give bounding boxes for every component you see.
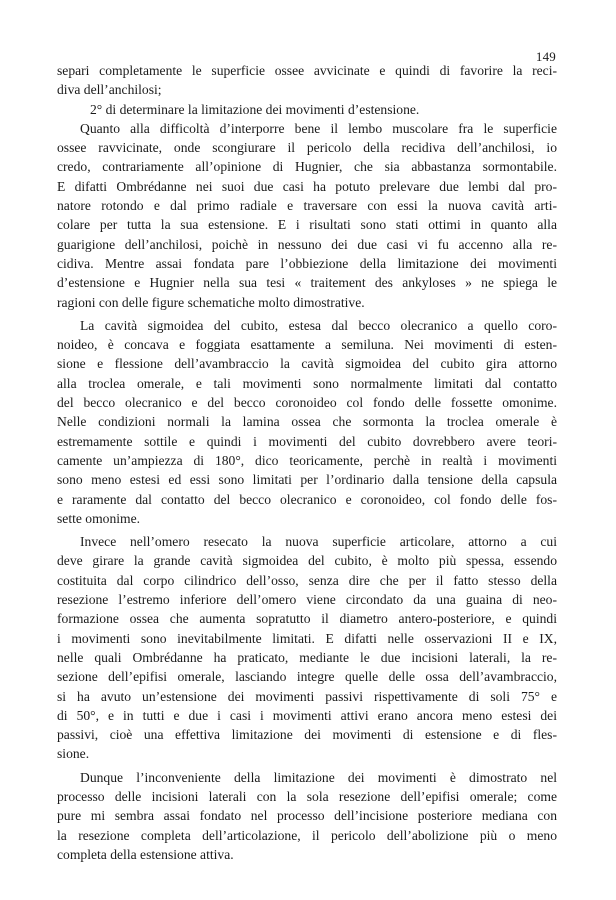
text-line: credo, contrariamente all’opinione di Hugnier, che sia abbastanza sormontabile. [57, 159, 557, 175]
text-line: 2° di determinare la limitazione dei movimenti d’estensione. [90, 101, 420, 117]
text-line: resezione l’estremo inferiore dell’omero viene circondato da una guaina di neo- [57, 592, 557, 608]
text-line: Dunque l’inconveniente della limitazione dei movimenti è dimostrato nel [80, 769, 557, 785]
text-line: diva dell’anchilosi; [57, 82, 162, 98]
text-line: sione. [57, 746, 90, 762]
text-line: pure mi sembra assai fondato nel processo dell’incisione posteriore mediana con [57, 808, 557, 824]
text-line: si ha avuto un’estensione dei movimenti passivi rispettivamente di soli 75° e [57, 688, 557, 704]
text-line: e raramente dal contatto del becco olecranico e coronoideo, col fondo delle fos- [57, 491, 557, 507]
text-line: colare per tutta la sua estensione. E i risultati sono stati ottimi in quanto alla [57, 217, 557, 233]
text-line: alla troclea omerale, e tali movimenti sono normalmente limitati dal contatto [57, 375, 557, 391]
text-line: ossee ravvicinate, onde scongiurare il pericolo della recidiva dell’anchilosi, io [57, 140, 557, 156]
text-line: Invece nell’omero resecato la nuova superficie articolare, attorno a cui [80, 534, 557, 550]
text-line: processo delle incisioni laterali con la sola resezione dell’epifisi omerale; come [57, 788, 557, 804]
text-line: natore rotondo e dal primo radiale e traversare con essi la nuova cavità arti- [57, 198, 557, 214]
text-line: La cavità sigmoidea del cubito, estesa dal becco olecranico a quello coro- [80, 317, 557, 333]
text-line: sezione dell’epifisi omerale, lasciando integre quelle delle ossa dell’avambraccio, [57, 669, 557, 685]
paragraph [57, 768, 557, 864]
text-line: Nelle condizioni normali la lamina ossea che sormonta la troclea omerale è [57, 414, 557, 430]
body-text [57, 61, 557, 864]
paragraph-continuation [57, 61, 557, 100]
text-line: sione e flessione dell’avambraccio la cavità sigmoidea del cubito gira attorno [57, 356, 557, 372]
text-line: guarigione dell’anchilosi, poichè in nessuno dei due casi vi fu accenno alla re- [57, 236, 557, 252]
text-line: estremamente sottile e quindi i movimenti del cubito dovrebbero avere teori- [57, 433, 557, 449]
text-line: ragioni con delle figure schematiche molto dimostrative. [57, 294, 365, 310]
text-line: sette omonime. [57, 510, 141, 526]
paragraph [57, 119, 557, 312]
text-line: d’estensione e Hugnier nella sua tesi « traitement des ankyloses » ne spiega le [57, 275, 557, 291]
text-line: di 50°, e in tutti e due i casi i movimenti attivi erano ancora meno estesi dei [57, 707, 557, 723]
page-number: 149 [535, 49, 556, 64]
paragraph-point-2 [57, 100, 557, 119]
text-line: noideo, è concava e foggiata esattamente a semiluna. Nei movimenti di esten- [57, 337, 557, 353]
text-line: nelle quali Ombrédanne ha praticato, mediante le due incisioni laterali, la re- [57, 649, 557, 665]
text-line: E difatti Ombrédanne nei suoi due casi ha potuto prelevare due lembi dal pro- [57, 178, 557, 194]
text-line: separi completamente le superficie ossee avvicinate e quindi di favorire la reci- [57, 63, 557, 78]
text-line: del becco olecranico e del becco coronoideo col fondo delle fossette omonime. [57, 395, 557, 411]
text-line: passivi, cioè una effettiva limitazione dei movimenti di estensione e di fles- [57, 727, 557, 743]
text-line: cidiva. Mentre assai fondata pare l’obbiezione della limitazione dei movimenti [57, 255, 557, 271]
text-line: i movimenti sono inevitabilmente limitati. E difatti nelle osservazioni II e IX, [57, 630, 557, 646]
text-line: formazione ossea che aumenta sopratutto il diametro antero-posteriore, e quindi [57, 611, 557, 627]
paragraph [57, 532, 557, 764]
text-line: la resezione completa dell’articolazione, il pericolo dell’abolizione più o meno [57, 827, 557, 843]
text-line: deve girare la grande cavità sigmoidea del cubito, è molto più spessa, essendo [57, 553, 557, 569]
text-line: completa della estensione attiva. [57, 846, 234, 862]
text-line: Quanto alla difficoltà d’interporre bene il lembo muscolare fra le superficie [80, 120, 557, 136]
text-line: costituita dal corpo cilindrico dell’osso, senza dire che per il fatto stesso della [57, 572, 557, 588]
text-line: sono meno estesi ed essi sono limitati per l’ordinario dalla tensione della capsula [57, 472, 557, 488]
text-line: camente un’ampiezza di 180°, dico teoricamente, perchè in realtà i movimenti [57, 452, 557, 468]
paragraph [57, 316, 557, 528]
